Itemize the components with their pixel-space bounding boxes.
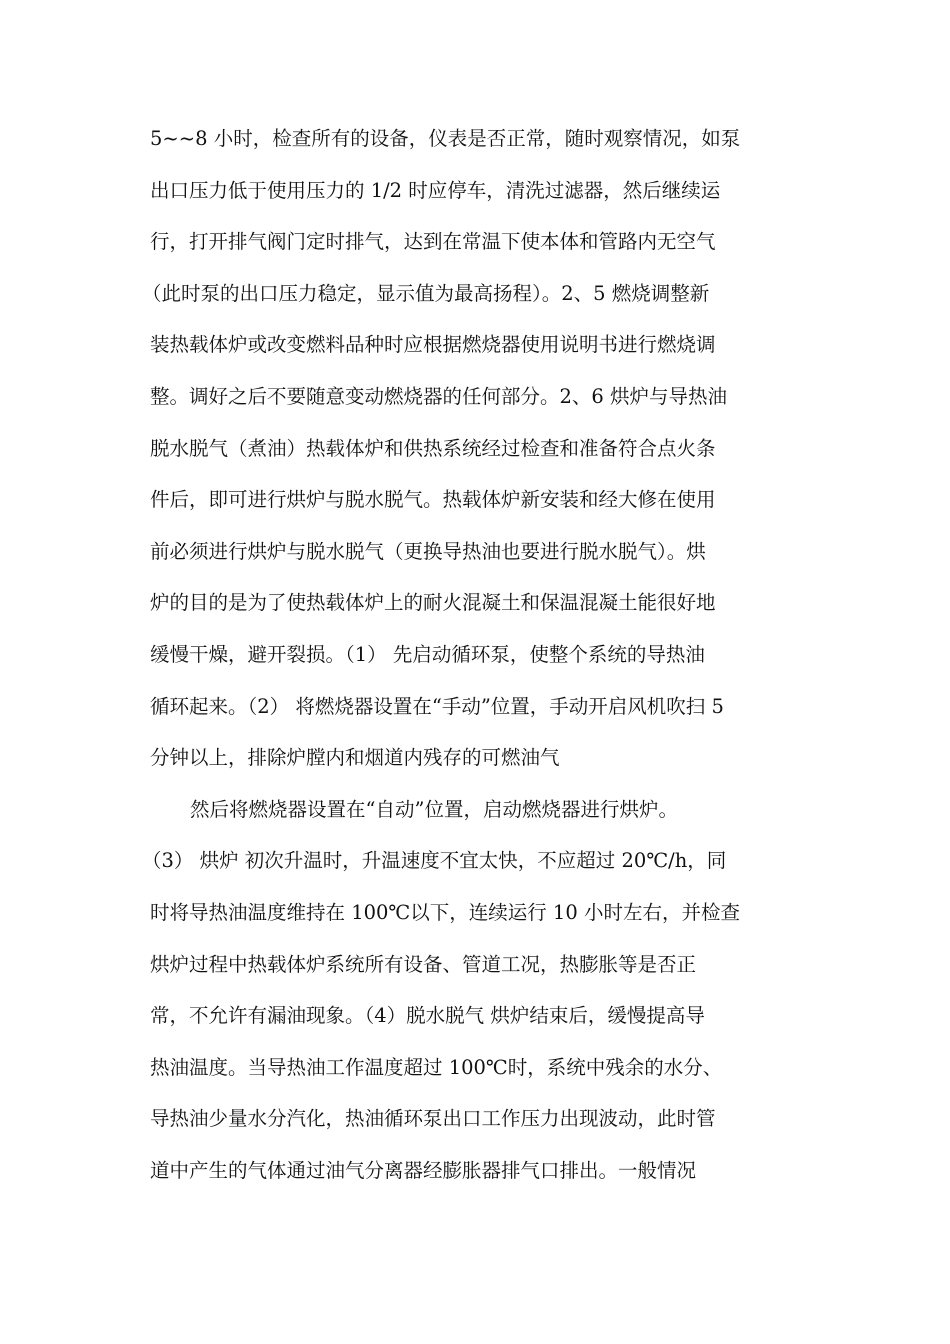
text-line: 然后将燃烧器设置在“自动”位置，启动燃烧器进行烘炉。 xyxy=(190,797,678,821)
text-line: 循环起来。（2） 将燃烧器设置在“手动”位置，手动开启风机吹扫 5 xyxy=(150,694,724,718)
text-line: 烘炉过程中热载体炉系统所有设备、管道工况，热膨胀等是否正 xyxy=(150,952,697,976)
text-line: 时将导热油温度维持在 100℃以下，连续运行 10 小时左右，并检查 xyxy=(150,900,740,924)
text-line: 行，打开排气阀门定时排气，达到在常温下使本体和管路内无空气 xyxy=(150,230,716,254)
text-line: 件后，即可进行烘炉与脱水脱气。热载体炉新安装和经大修在使用 xyxy=(150,488,716,512)
text-line: 前必须进行烘炉与脱水脱气（更换导热油也要进行脱水脱气）。烘 xyxy=(150,539,706,563)
text-line: 整。调好之后不要随意变动燃烧器的任何部分。2、6 烘炉与导热油 xyxy=(150,384,728,408)
text-line: 脱水脱气（煮油）热载体炉和供热系统经过检查和准备符合点火条 xyxy=(150,436,716,460)
text-line: 热油温度。当导热油工作温度超过 100℃时，系统中残余的水分、 xyxy=(150,1055,723,1079)
text-line: 5~~8 小时，检查所有的设备，仪表是否正常，随时观察情况，如泵 xyxy=(150,127,741,150)
text-line: 装热载体炉或改变燃料品种时应根据燃烧器使用说明书进行燃烧调 xyxy=(150,333,716,357)
text-line: （此时泵的出口压力稳定，显示值为最高扬程）。2、5 燃烧调整新 xyxy=(142,281,710,305)
text-line: 道中产生的气体通过油气分离器经膨胀器排气口排出。一般情况 xyxy=(150,1158,697,1182)
text-line: （3） 烘炉 初次升温时，升温速度不宜太快，不应超过 20℃/h，同 xyxy=(142,849,727,873)
text-line: 缓慢干燥，避开裂损。（1） 先启动循环泵，使整个系统的导热油 xyxy=(150,642,705,666)
text-line: 分钟以上，排除炉膛内和烟道内残存的可燃油气 xyxy=(150,746,560,770)
text-line: 炉的目的是为了使热载体炉上的耐火混凝土和保温混凝土能很好地 xyxy=(150,591,716,615)
text-line: 出口压力低于使用压力的 1/2 时应停车，清洗过滤器，然后继续运 xyxy=(150,178,721,202)
text-line: 导热油少量水分汽化，热油循环泵出口工作压力出现波动，此时管 xyxy=(150,1107,716,1131)
body-text xyxy=(142,113,810,1196)
text-line: 常，不允许有漏油现象。（4）脱水脱气 烘炉结束后，缓慢提高导 xyxy=(150,1004,705,1028)
